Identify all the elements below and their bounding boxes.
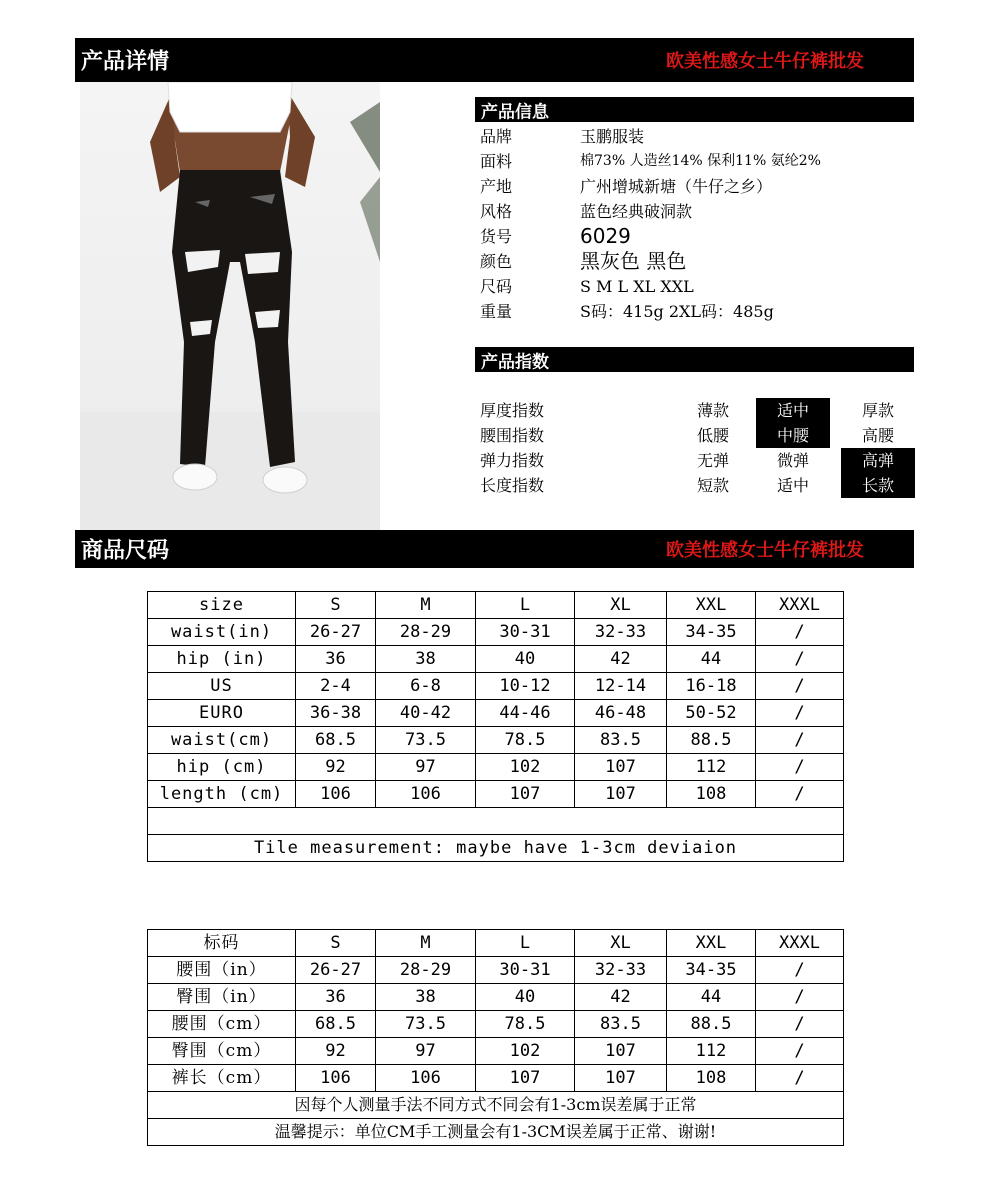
info-value: S M L XL XXL — [580, 277, 694, 296]
header-cell: S — [296, 592, 376, 619]
table-cell: 68.5 — [296, 727, 376, 754]
table-row — [148, 700, 844, 727]
product-info-header — [475, 97, 914, 122]
table-cell: 42 — [575, 984, 667, 1011]
header-cell: L — [476, 592, 575, 619]
row-label: EURO — [148, 700, 296, 727]
table-header-row — [148, 592, 844, 619]
index-label: 厚度指数 — [480, 401, 545, 420]
product-index-title: 产品指数 — [481, 352, 549, 372]
index-option-selected: 高弹 — [841, 448, 915, 473]
index-option: 薄款 — [696, 401, 729, 420]
table-cell: / — [756, 619, 844, 646]
index-row — [480, 448, 914, 473]
table-cell: 78.5 — [476, 1011, 575, 1038]
size-table-en — [147, 591, 844, 862]
table-cell: / — [756, 727, 844, 754]
table-cell: 38 — [376, 984, 476, 1011]
table-cell: 88.5 — [667, 1011, 756, 1038]
table-note-row — [148, 1119, 844, 1146]
row-label: 腰围（in） — [148, 957, 296, 984]
info-label: 风格 — [480, 202, 513, 221]
table-cell: 6-8 — [376, 673, 476, 700]
table-row — [148, 781, 844, 808]
table-cell: 36 — [296, 646, 376, 673]
size-chart-title: 商品尺码 — [81, 538, 170, 564]
table-cell: 44 — [667, 646, 756, 673]
table-cell: 2-4 — [296, 673, 376, 700]
info-value: 广州增城新塘（牛仔之乡） — [580, 177, 773, 196]
table-cell: / — [756, 1011, 844, 1038]
header-cell: XL — [575, 592, 667, 619]
table-cell: 32-33 — [575, 619, 667, 646]
row-label: hip (cm) — [148, 754, 296, 781]
index-label: 腰围指数 — [480, 426, 545, 445]
row-label: hip (in) — [148, 646, 296, 673]
table-note-row — [148, 835, 844, 862]
wholesale-tagline: 欧美性感女士牛仔裤批发 — [666, 540, 864, 561]
table-cell: / — [756, 1065, 844, 1092]
table-cell: 44 — [667, 984, 756, 1011]
table-cell: 26-27 — [296, 957, 376, 984]
header-cell: M — [376, 592, 476, 619]
table-row — [148, 1065, 844, 1092]
info-label: 重量 — [480, 302, 513, 321]
info-label: 产地 — [480, 177, 513, 196]
table-cell: 112 — [667, 754, 756, 781]
header-cell: L — [476, 930, 575, 957]
table-cell: / — [756, 781, 844, 808]
info-value: 6029 — [580, 224, 631, 248]
table-cell: 34-35 — [667, 619, 756, 646]
info-value: 蓝色经典破洞款 — [580, 202, 693, 221]
index-option: 微弹 — [776, 451, 809, 470]
index-option: 适中 — [776, 476, 809, 495]
reminder-note: 温馨提示：单位CM手工测量会有1-3CM误差属于正常、谢谢! — [148, 1119, 844, 1146]
table-cell: 102 — [476, 754, 575, 781]
table-cell: / — [756, 700, 844, 727]
table-cell: 26-27 — [296, 619, 376, 646]
table-cell: 28-29 — [376, 957, 476, 984]
table-empty-row — [148, 808, 844, 835]
header-cell: size — [148, 592, 296, 619]
row-label: US — [148, 673, 296, 700]
index-option: 高腰 — [861, 426, 894, 445]
table-row — [148, 646, 844, 673]
table-cell: 102 — [476, 1038, 575, 1065]
table-row — [148, 957, 844, 984]
table-cell: 106 — [376, 781, 476, 808]
table-cell: 88.5 — [667, 727, 756, 754]
table-cell: 92 — [296, 754, 376, 781]
table-cell: / — [756, 1038, 844, 1065]
table-cell: 34-35 — [667, 957, 756, 984]
table-cell: 68.5 — [296, 1011, 376, 1038]
table-cell: 83.5 — [575, 727, 667, 754]
table-cell: 112 — [667, 1038, 756, 1065]
table-note-row — [148, 1092, 844, 1119]
header-cell: XL — [575, 930, 667, 957]
table-cell: 42 — [575, 646, 667, 673]
empty-cell — [148, 808, 844, 835]
table-cell: / — [756, 957, 844, 984]
table-cell: 36-38 — [296, 700, 376, 727]
table-cell: 40 — [476, 984, 575, 1011]
table-cell: 16-18 — [667, 673, 756, 700]
size-table-cn — [147, 929, 844, 1146]
header-cell: XXXL — [756, 930, 844, 957]
table-cell: 97 — [376, 754, 476, 781]
table-row — [148, 619, 844, 646]
table-row — [148, 1011, 844, 1038]
index-label: 弹力指数 — [480, 451, 545, 470]
header-cell: XXL — [667, 592, 756, 619]
table-cell: 107 — [476, 1065, 575, 1092]
index-option: 无弹 — [696, 451, 729, 470]
index-option: 短款 — [696, 476, 729, 495]
index-option-selected: 适中 — [756, 398, 830, 423]
table-cell: 10-12 — [476, 673, 575, 700]
table-cell: 40 — [476, 646, 575, 673]
table-cell: 28-29 — [376, 619, 476, 646]
header-cell: XXXL — [756, 592, 844, 619]
header-cell: 标码 — [148, 930, 296, 957]
table-cell: 12-14 — [575, 673, 667, 700]
table-cell: 73.5 — [376, 727, 476, 754]
table-cell: 106 — [376, 1065, 476, 1092]
table-cell: 106 — [296, 781, 376, 808]
row-label: 臀围（cm） — [148, 1038, 296, 1065]
table-cell: 108 — [667, 1065, 756, 1092]
info-label: 货号 — [480, 227, 513, 246]
table-row — [148, 984, 844, 1011]
info-value: 玉鹏服装 — [580, 127, 645, 146]
index-row — [480, 423, 914, 448]
table-cell: 107 — [575, 1065, 667, 1092]
row-label: 腰围（cm） — [148, 1011, 296, 1038]
table-cell: / — [756, 754, 844, 781]
product-details-title: 产品详情 — [81, 49, 170, 75]
table-cell: 78.5 — [476, 727, 575, 754]
table-cell: 30-31 — [476, 957, 575, 984]
info-value: 黑灰色 黑色 — [580, 249, 687, 273]
product-info-title: 产品信息 — [481, 102, 549, 122]
measurement-note: Tile measurement: maybe have 1-3cm deviaion — [148, 835, 844, 862]
table-row — [148, 1038, 844, 1065]
info-label: 颜色 — [480, 252, 513, 271]
index-option: 厚款 — [861, 401, 894, 420]
index-label: 长度指数 — [480, 476, 545, 495]
index-option-selected: 长款 — [841, 473, 915, 498]
info-value: S码：415g 2XL码：485g — [580, 302, 774, 321]
table-row — [148, 673, 844, 700]
table-cell: / — [756, 646, 844, 673]
product-photo — [80, 82, 380, 530]
table-cell: 44-46 — [476, 700, 575, 727]
table-cell: 106 — [296, 1065, 376, 1092]
table-cell: 107 — [476, 781, 575, 808]
table-cell: 83.5 — [575, 1011, 667, 1038]
table-cell: 108 — [667, 781, 756, 808]
wholesale-tagline: 欧美性感女士牛仔裤批发 — [666, 51, 864, 72]
size-chart-header — [75, 530, 914, 568]
info-value: 棉73% 人造丝14% 保利11% 氨纶2% — [580, 153, 821, 169]
index-row — [480, 473, 914, 498]
table-cell: / — [756, 984, 844, 1011]
row-label: length (cm) — [148, 781, 296, 808]
info-label: 尺码 — [480, 277, 513, 296]
table-cell: 46-48 — [575, 700, 667, 727]
table-row — [148, 727, 844, 754]
row-label: waist(in) — [148, 619, 296, 646]
info-label: 品牌 — [480, 127, 513, 146]
row-label: 臀围（in） — [148, 984, 296, 1011]
deviation-note: 因每个人测量手法不同方式不同会有1-3cm误差属于正常 — [148, 1092, 844, 1119]
table-cell: 38 — [376, 646, 476, 673]
table-cell: 107 — [575, 781, 667, 808]
table-row — [148, 754, 844, 781]
header-cell: M — [376, 930, 476, 957]
info-label: 面料 — [480, 152, 513, 171]
table-cell: 40-42 — [376, 700, 476, 727]
product-details-header — [75, 38, 914, 82]
index-row — [480, 398, 914, 423]
index-option: 低腰 — [696, 426, 729, 445]
table-header-row — [148, 930, 844, 957]
row-label: 裤长（cm） — [148, 1065, 296, 1092]
table-cell: 97 — [376, 1038, 476, 1065]
table-cell: 107 — [575, 754, 667, 781]
table-cell: 36 — [296, 984, 376, 1011]
table-cell: 107 — [575, 1038, 667, 1065]
index-option-selected: 中腰 — [756, 423, 830, 448]
product-index-header — [475, 347, 914, 372]
table-cell: 32-33 — [575, 957, 667, 984]
table-cell: 30-31 — [476, 619, 575, 646]
table-cell: / — [756, 673, 844, 700]
header-cell: S — [296, 930, 376, 957]
table-cell: 92 — [296, 1038, 376, 1065]
header-cell: XXL — [667, 930, 756, 957]
table-cell: 50-52 — [667, 700, 756, 727]
row-label: waist(cm) — [148, 727, 296, 754]
table-cell: 73.5 — [376, 1011, 476, 1038]
